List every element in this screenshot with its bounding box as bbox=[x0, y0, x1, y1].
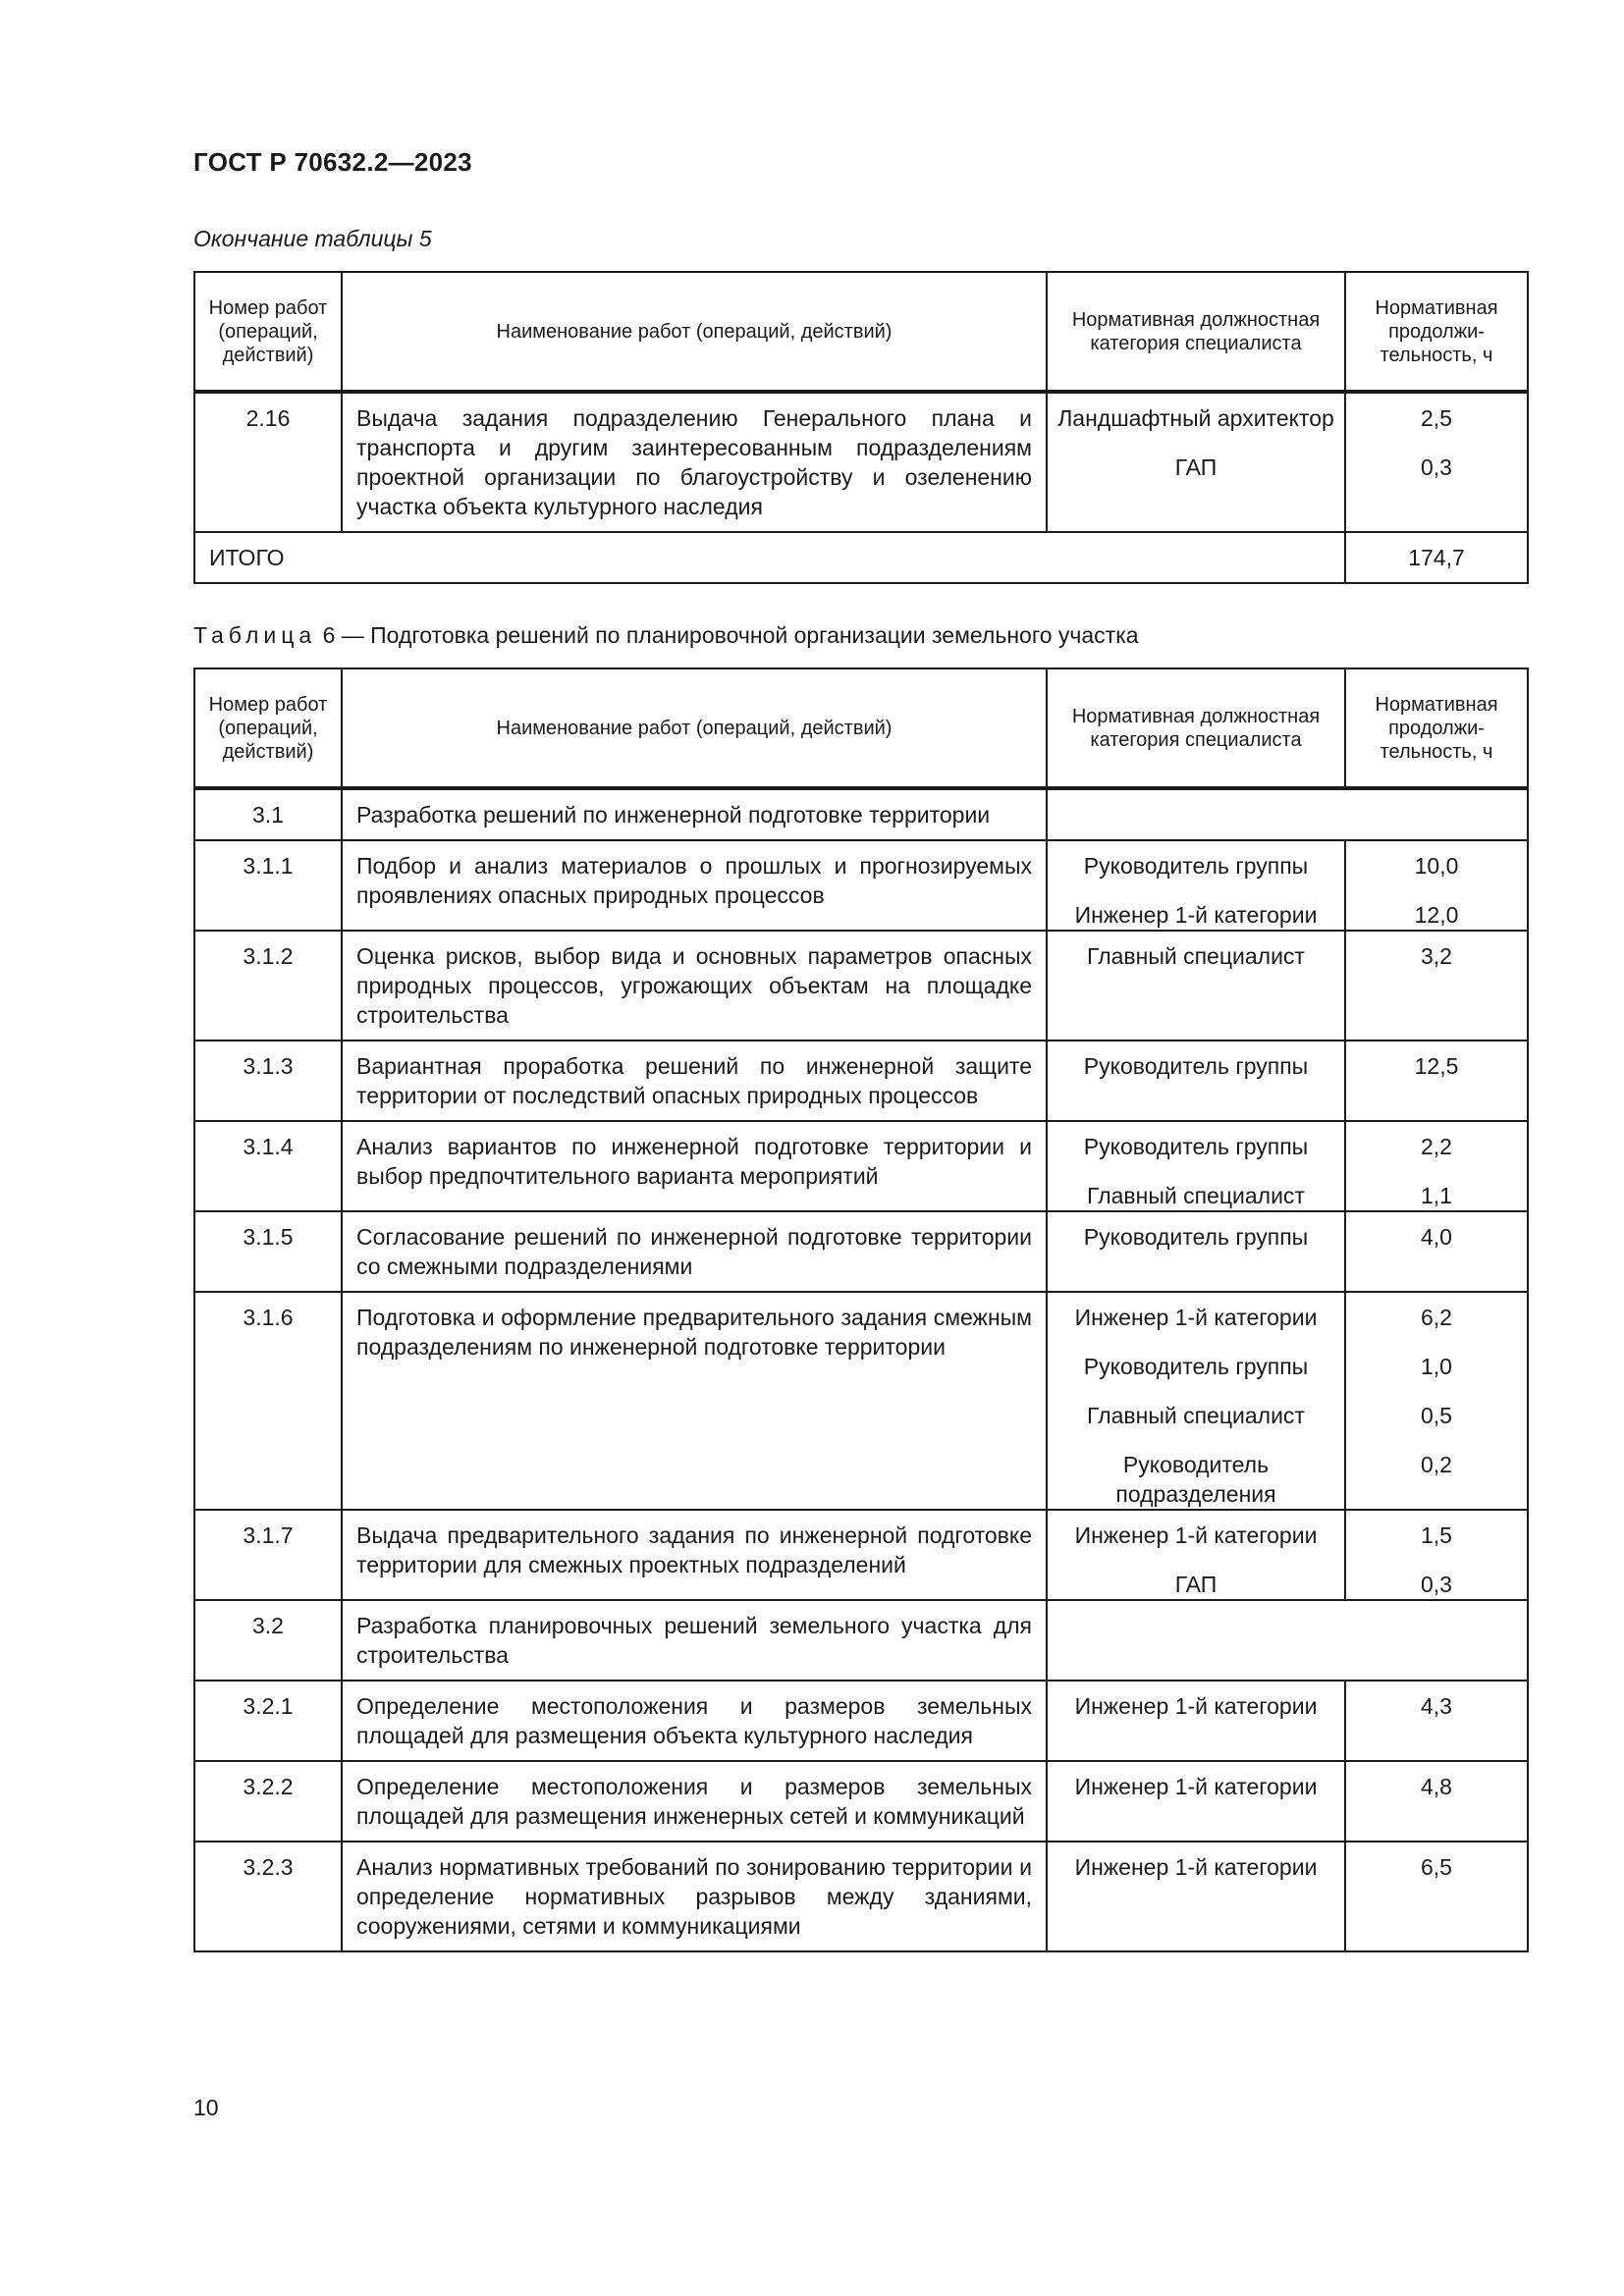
specialist-cell bbox=[1047, 1842, 1345, 1951]
work-name-cell: Разработка планировочных решений земельного участка для строительства bbox=[342, 1600, 1047, 1681]
table-row bbox=[194, 1510, 1528, 1600]
column-header-duration: Нормативная продолжи-тельность, ч bbox=[1345, 272, 1528, 392]
duration-cell bbox=[1345, 840, 1528, 931]
work-name-cell: Согласование решений по инженерной подготовке территории со смежными подразделениями bbox=[342, 1211, 1047, 1292]
work-number-cell: 3.1.3 bbox=[194, 1041, 342, 1121]
duration-cell bbox=[1345, 931, 1528, 1041]
work-name-cell: Анализ нормативных требований по зонированию территории и определение нормативных разрывов между зданиями, сооружениями, сетями и коммуникациями bbox=[342, 1842, 1047, 1951]
table-row bbox=[194, 1121, 1528, 1211]
duration-cell bbox=[1345, 1842, 1528, 1951]
table5-header-row bbox=[194, 272, 1528, 392]
duration-value: 4,8 bbox=[1421, 1774, 1452, 1799]
specialist-category: Руководитель группы bbox=[1083, 1053, 1309, 1079]
specialist-category: Руководитель подразделения bbox=[1115, 1452, 1276, 1507]
work-name-cell: Выдача предварительного задания по инженерной подготовке территории для смежных проектных подразделений bbox=[342, 1510, 1047, 1600]
duration-value: 10,0 bbox=[1414, 853, 1459, 879]
table-row bbox=[194, 1211, 1528, 1292]
specialist-category: Главный специалист bbox=[1087, 1403, 1305, 1428]
table6-header-row bbox=[194, 668, 1528, 788]
column-header-specialist: Нормативная должностная категория специалиста bbox=[1047, 668, 1345, 788]
work-name-cell: Оценка рисков, выбор вида и основных параметров опасных природных процессов, угрожающих объектам на площадке строительства bbox=[342, 931, 1047, 1041]
table6-caption-title: 6 — Подготовка решений по планировочной организации земельного участка bbox=[322, 622, 1139, 648]
column-header-number: Номер работ (операций, действий) bbox=[194, 668, 342, 788]
specialist-category: Инженер 1-й категории bbox=[1074, 1522, 1318, 1548]
table-row bbox=[194, 1681, 1528, 1761]
duration-cell bbox=[1345, 392, 1528, 532]
specialist-category: Главный специалист bbox=[1087, 1183, 1305, 1208]
duration-value: 12,5 bbox=[1414, 1053, 1459, 1079]
total-row bbox=[194, 532, 1528, 583]
work-name-cell: Подготовка и оформление предварительного задания смежным подразделениям по инженерной подготовке территории bbox=[342, 1292, 1047, 1510]
table-row bbox=[194, 1842, 1528, 1951]
work-number-cell: 3.2 bbox=[194, 1600, 342, 1681]
specialist-category: ГАП bbox=[1174, 1572, 1218, 1597]
duration-value: 1,1 bbox=[1421, 1183, 1452, 1208]
column-header-name: Наименование работ (операций, действий) bbox=[342, 272, 1047, 392]
work-name-cell: Анализ вариантов по инженерной подготовке территории и выбор предпочтительного варианта мероприятий bbox=[342, 1121, 1047, 1211]
work-number-cell: 3.1.6 bbox=[194, 1292, 342, 1510]
specialist-category: Инженер 1-й категории bbox=[1074, 1854, 1318, 1880]
duration-cell bbox=[1345, 1041, 1528, 1121]
specialist-cell bbox=[1047, 1681, 1345, 1761]
section-empty-cell bbox=[1047, 1600, 1528, 1681]
work-number-cell: 3.2.1 bbox=[194, 1681, 342, 1761]
table-5 bbox=[193, 271, 1529, 584]
work-name-cell: Выдача задания подразделению Генерального плана и транспорта и другим заинтересованным подразделениям проектной организации по благоустройству и озеленению участка объекта культурного наследия bbox=[342, 392, 1047, 532]
table-6 bbox=[193, 667, 1529, 1952]
work-name-cell: Определение местоположения и размеров земельных площадей для размещения объекта культурного наследия bbox=[342, 1681, 1047, 1761]
specialist-cell bbox=[1047, 931, 1345, 1041]
specialist-category: Главный специалист bbox=[1087, 943, 1305, 969]
specialist-category: Инженер 1-й категории bbox=[1074, 1305, 1318, 1330]
duration-value: 6,2 bbox=[1421, 1305, 1452, 1330]
section-empty-cell bbox=[1047, 788, 1528, 840]
specialist-category: ГАП bbox=[1174, 454, 1218, 480]
column-header-specialist: Нормативная должностная категория специалиста bbox=[1047, 272, 1345, 392]
table6-caption bbox=[193, 622, 1139, 649]
table6-caption-word: Таблица bbox=[193, 622, 317, 648]
table-row bbox=[194, 840, 1528, 931]
duration-cell bbox=[1345, 1761, 1528, 1842]
work-number-cell: 3.1.1 bbox=[194, 840, 342, 931]
duration-cell bbox=[1345, 1681, 1528, 1761]
column-header-name: Наименование работ (операций, действий) bbox=[342, 668, 1047, 788]
work-number-cell: 3.2.3 bbox=[194, 1842, 342, 1951]
specialist-cell bbox=[1047, 1041, 1345, 1121]
work-name-cell: Разработка решений по инженерной подготовке территории bbox=[342, 788, 1047, 840]
duration-value: 6,5 bbox=[1421, 1854, 1452, 1880]
specialist-cell bbox=[1047, 1510, 1345, 1600]
specialist-category: Инженер 1-й категории bbox=[1074, 902, 1318, 928]
duration-value: 2,5 bbox=[1421, 405, 1452, 431]
specialist-cell bbox=[1047, 1211, 1345, 1292]
work-number-cell: 3.1.5 bbox=[194, 1211, 342, 1292]
work-number-cell: 3.1 bbox=[194, 788, 342, 840]
work-number-cell: 2.16 bbox=[194, 392, 342, 532]
duration-value: 12,0 bbox=[1414, 902, 1459, 928]
specialist-cell bbox=[1047, 1761, 1345, 1842]
specialist-category: Руководитель группы bbox=[1083, 1134, 1309, 1159]
page-number: 10 bbox=[193, 2095, 219, 2120]
work-number-cell: 3.2.2 bbox=[194, 1761, 342, 1842]
work-name-cell: Определение местоположения и размеров земельных площадей для размещения инженерных сетей и коммуникаций bbox=[342, 1761, 1047, 1842]
duration-value: 4,0 bbox=[1421, 1224, 1452, 1250]
work-name-cell: Вариантная проработка решений по инженерной защите территории от последствий опасных природных процессов bbox=[342, 1041, 1047, 1121]
table-row bbox=[194, 1041, 1528, 1121]
work-number-cell: 3.1.2 bbox=[194, 931, 342, 1041]
duration-cell bbox=[1345, 1292, 1528, 1510]
duration-value: 4,3 bbox=[1421, 1693, 1452, 1719]
total-label: ИТОГО bbox=[194, 532, 1345, 583]
duration-value: 0,5 bbox=[1421, 1403, 1452, 1428]
table-row bbox=[194, 788, 1528, 840]
table-row bbox=[194, 931, 1528, 1041]
total-value: 174,7 bbox=[1345, 532, 1528, 583]
specialist-cell bbox=[1047, 392, 1345, 532]
duration-value: 0,3 bbox=[1421, 1572, 1452, 1597]
table-row bbox=[194, 1600, 1528, 1681]
duration-value: 2,2 bbox=[1421, 1134, 1452, 1159]
table5-continuation-caption: Окончание таблицы 5 bbox=[193, 226, 432, 251]
specialist-category: Инженер 1-й категории bbox=[1074, 1774, 1318, 1799]
table-row bbox=[194, 392, 1528, 532]
specialist-category: Ландшафтный архитектор bbox=[1057, 405, 1334, 431]
duration-value: 0,3 bbox=[1421, 454, 1452, 480]
duration-cell bbox=[1345, 1510, 1528, 1600]
duration-value: 1,5 bbox=[1421, 1522, 1452, 1548]
specialist-cell bbox=[1047, 1292, 1345, 1510]
specialist-category: Инженер 1-й категории bbox=[1074, 1693, 1318, 1719]
duration-value: 3,2 bbox=[1421, 943, 1452, 969]
specialist-cell bbox=[1047, 840, 1345, 931]
specialist-category: Руководитель группы bbox=[1083, 853, 1309, 879]
column-header-number: Номер работ (операций, действий) bbox=[194, 272, 342, 392]
standard-designation: ГОСТ Р 70632.2—2023 bbox=[193, 147, 472, 177]
duration-value: 0,2 bbox=[1421, 1452, 1452, 1477]
table-row bbox=[194, 1292, 1528, 1510]
specialist-category: Руководитель группы bbox=[1083, 1354, 1309, 1379]
work-name-cell: Подбор и анализ материалов о прошлых и прогнозируемых проявлениях опасных природных процессов bbox=[342, 840, 1047, 931]
specialist-category: Руководитель группы bbox=[1083, 1224, 1309, 1250]
work-number-cell: 3.1.4 bbox=[194, 1121, 342, 1211]
column-header-duration: Нормативная продолжи-тельность, ч bbox=[1345, 668, 1528, 788]
specialist-cell bbox=[1047, 1121, 1345, 1211]
duration-value: 1,0 bbox=[1421, 1354, 1452, 1379]
table-row bbox=[194, 1761, 1528, 1842]
work-number-cell: 3.1.7 bbox=[194, 1510, 342, 1600]
duration-cell bbox=[1345, 1211, 1528, 1292]
duration-cell bbox=[1345, 1121, 1528, 1211]
